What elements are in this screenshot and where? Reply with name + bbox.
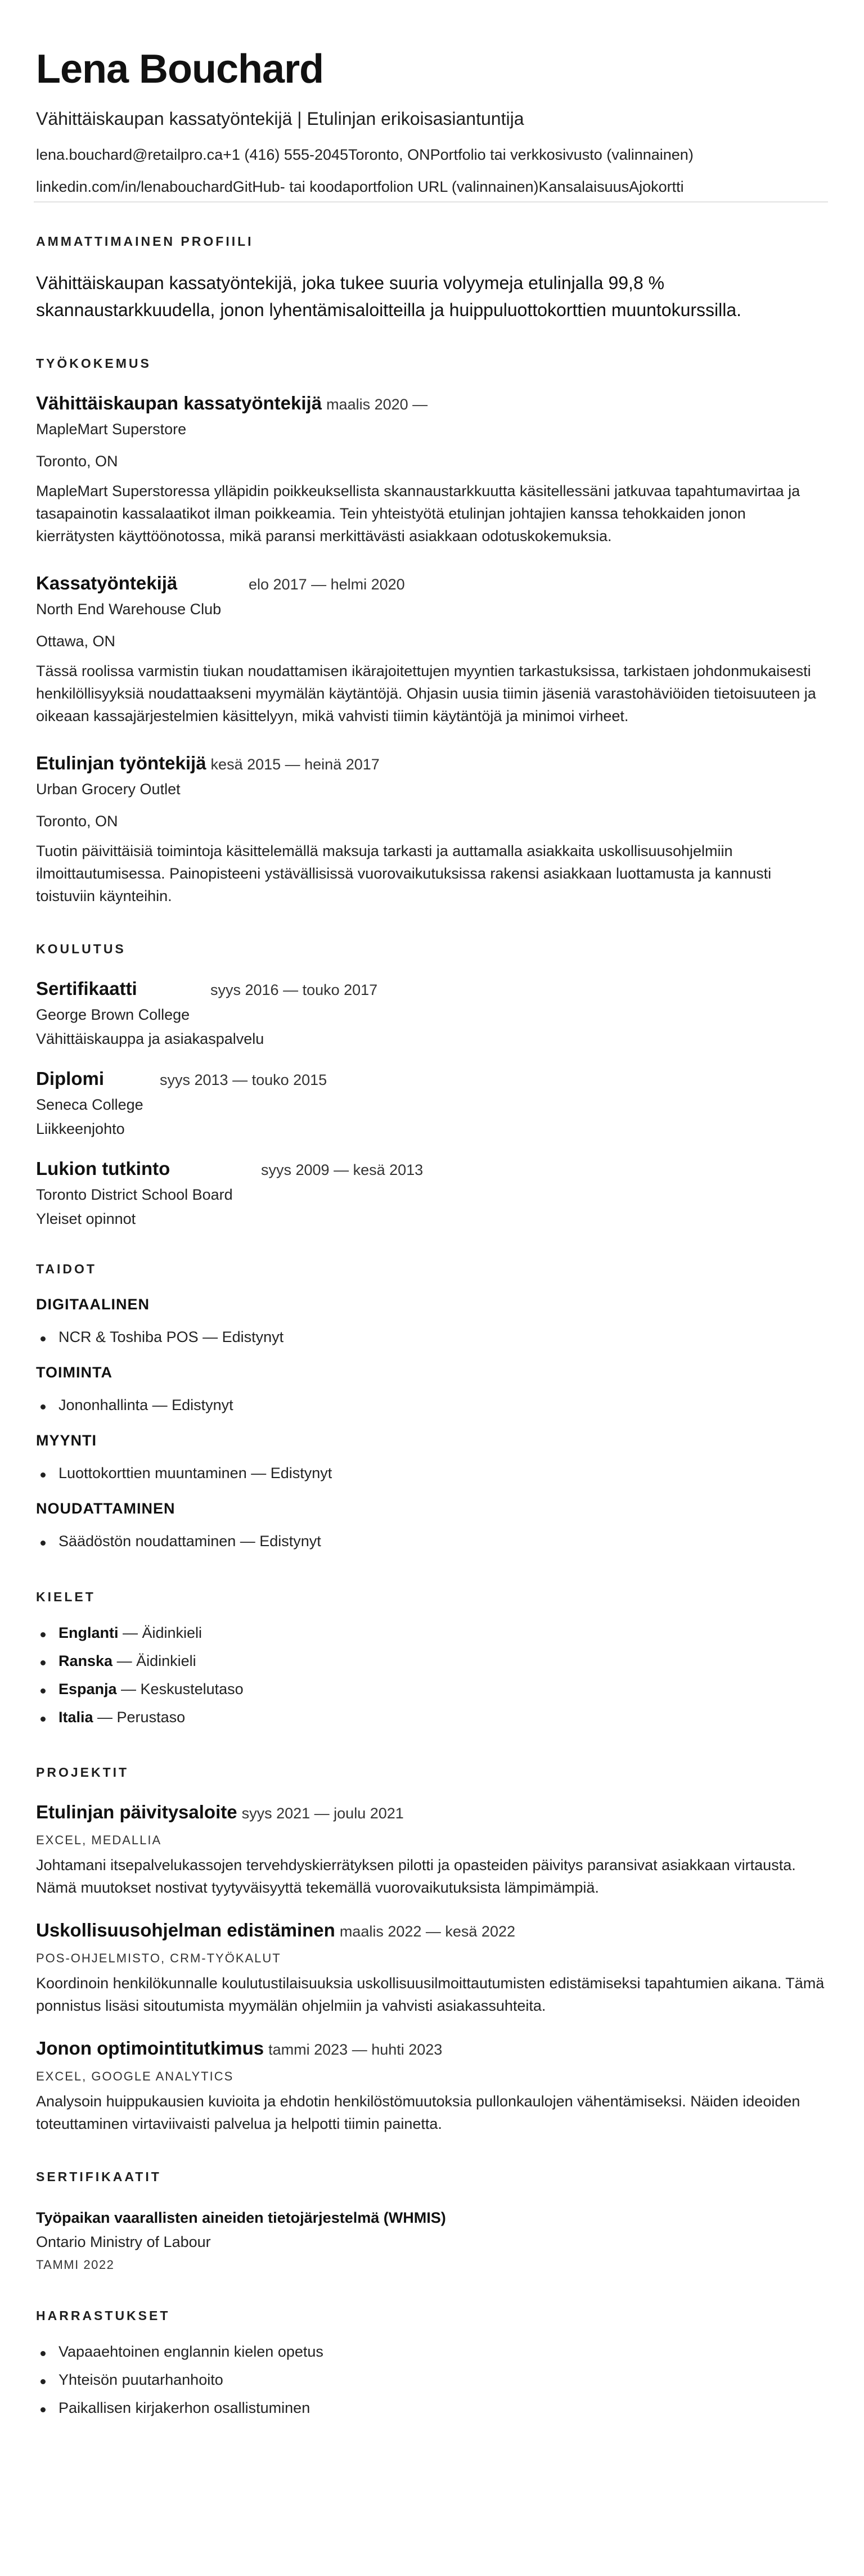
job-title: Vähittäiskaupan kassatyöntekijä [36, 393, 322, 414]
school-name: Toronto District School Board [36, 1186, 233, 1203]
experience-section [36, 356, 828, 908]
language-level: — Äidinkieli [112, 1652, 196, 1669]
job-title: Etulinjan työntekijä [36, 753, 206, 774]
job-location: Ottawa, ON [36, 633, 116, 650]
language-level: — Keskustelutaso [116, 1680, 244, 1697]
education-dates: syys 2016 — touko 2017 [210, 981, 378, 998]
language-item [36, 1619, 828, 1647]
job-company: Urban Grocery Outlet [36, 781, 181, 798]
project-name: Jonon optimointitutkimus [36, 2038, 264, 2059]
field-of-study: Yleiset opinnot [36, 1210, 136, 1227]
skill-group [36, 1432, 828, 1488]
project-name: Etulinjan päivitysaloite [36, 1802, 237, 1823]
section-title: KOULUTUS [36, 941, 126, 956]
project-description: Johtamani itsepalvelukassojen tervehdyskierrätyksen pilotti ja opasteiden päivitys paransivat asiakkaan virtausta. Nämä muutokset nostivat tyytyväisyyttä tekemällä vuorovaikutuksista lämpimämpiä. [36, 1857, 796, 1897]
education-entry [36, 1068, 828, 1138]
language-level: — Äidinkieli [118, 1624, 202, 1641]
interests-section [36, 2308, 828, 2422]
language-name: Espanja [58, 1680, 117, 1697]
section-title: TYÖKOKEMUS [36, 356, 151, 371]
interest-item: Paikallisen kirjakerhon osallistuminen [36, 2394, 828, 2422]
education-section [36, 942, 828, 1228]
project-entry [36, 1920, 828, 2017]
field-of-study: Vähittäiskauppa ja asiakaspalvelu [36, 1030, 264, 1047]
project-description: Koordinoin henkilökunnalle koulutustilaisuuksia uskollisuusilmoittautumisten edistämiseksi tapahtumien aikana. Tämä ponnistus lisäsi sitoutumista myymälän ohjelmiin ja vahvisti asiakassuhteita. [36, 1975, 825, 2015]
section-title: AMMATTIMAINEN PROFIILI [36, 234, 254, 249]
languages-section [36, 1589, 828, 1732]
degree-title: Lukion tutkinto [36, 1158, 170, 1179]
certification-date: TAMMI 2022 [36, 2258, 115, 2272]
field-of-study: Liikkeenjohto [36, 1120, 125, 1137]
project-name: Uskollisuusohjelman edistäminen [36, 1920, 335, 1941]
language-name: Ranska [58, 1652, 113, 1669]
contact-line-2: linkedin.com/in/lenabouchardGitHub- tai koodaportfolion URL (valinnainen)KansalaisuusAjokortti [36, 178, 684, 196]
profile-summary: Vähittäiskaupan kassatyöntekijä, joka tukee suuria volyymeja etulinjalla 99,8 % skannaustarkkuudella, jonon lyhentämisaloitteilla ja huippuluottokorttien muuntokurssilla. [36, 273, 742, 321]
job-company: MapleMart Superstore [36, 421, 187, 438]
education-entry [36, 1158, 828, 1228]
skill-category: MYYNTI [36, 1431, 97, 1449]
projects-section [36, 1765, 828, 2136]
header-divider [34, 201, 828, 202]
school-name: Seneca College [36, 1096, 143, 1113]
skill-category: NOUDATTAMINEN [36, 1499, 176, 1517]
job-dates: kesä 2015 — heinä 2017 [210, 756, 380, 773]
section-title: SERTIFIKAATIT [36, 2169, 161, 2185]
project-entry [36, 1802, 828, 1899]
experience-entry [36, 753, 828, 908]
candidate-name: Lena Bouchard [36, 47, 324, 92]
contact-line-1: lena.bouchard@retailpro.ca+1 (416) 555-2045Toronto, ONPortfolio tai verkkosivusto (valinnainen) [36, 146, 694, 164]
language-item [36, 1647, 828, 1676]
section-title: KIELET [36, 1589, 96, 1604]
skill-item: Luottokorttien muuntaminen — Edistynyt [36, 1460, 828, 1488]
project-dates: syys 2021 — joulu 2021 [241, 1805, 404, 1822]
job-company: North End Warehouse Club [36, 601, 222, 618]
project-tags: EXCEL, MEDALLIA [36, 1833, 162, 1848]
experience-entry [36, 573, 828, 728]
job-description: Tässä roolissa varmistin tiukan noudattamisen ikärajoitettujen myyntien tarkastuksissa, tarkistaen johdonmukaisesti henkilöllisyyksiä noudattaakseni myymälän käytäntöjä. Ohjasin uusia tiimin jäseniä varastohäviöiden tietoisuuteen ja oikeaan kassajärjestelmien käsittelyyn, mikä vahvisti tiimin käytäntöjä ja minimoi virheet. [36, 663, 816, 725]
certification-issuer: Ontario Ministry of Labour [36, 2233, 211, 2251]
language-level: — Perustaso [93, 1708, 186, 1726]
skills-section [36, 1262, 828, 1556]
degree-title: Diplomi [36, 1068, 104, 1089]
project-dates: maalis 2022 — kesä 2022 [339, 1923, 515, 1940]
job-location: Toronto, ON [36, 453, 118, 470]
interest-item: Vapaaehtoinen englannin kielen opetus [36, 2338, 828, 2366]
education-dates: syys 2013 — touko 2015 [160, 1071, 327, 1088]
job-description: Tuotin päivittäisiä toimintoja käsittelemällä maksuja tarkasti ja auttamalla asiakkaita uskollisuusohjelmiin ilmoittautumisessa. Painopisteeni ystävällisissä vuorovaikutuksissa rakensi asiakkaan luottamusta ja kannusti toistuviin käynteihin. [36, 843, 772, 904]
project-dates: tammi 2023 — huhti 2023 [268, 2041, 443, 2059]
skill-category: DIGITAALINEN [36, 1295, 150, 1313]
project-tags: EXCEL, GOOGLE ANALYTICS [36, 2069, 234, 2084]
section-title: PROJEKTIT [36, 1765, 129, 1780]
skill-group [36, 1296, 828, 1352]
project-description: Analysoin huippukausien kuvioita ja ehdotin henkilöstömuutoksia pullonkaulojen vähentämiseksi. Näiden ideoiden toteuttaminen virtaviivaisti palvelua ja helpotti tiimin painetta. [36, 2093, 800, 2133]
profile-section [36, 234, 828, 323]
skill-group [36, 1500, 828, 1556]
project-entry [36, 2038, 828, 2136]
candidate-headline: Vähittäiskaupan kassatyöntekijä | Etulinjan erikoisasiantuntija [36, 109, 524, 129]
skill-item: NCR & Toshiba POS — Edistynyt [36, 1323, 828, 1352]
certifications-section [36, 2169, 828, 2272]
degree-title: Sertifikaatti [36, 978, 137, 999]
skill-group [36, 1364, 828, 1420]
skill-item: Säädöstön noudattaminen — Edistynyt [36, 1528, 828, 1556]
language-item [36, 1676, 828, 1704]
section-title: TAIDOT [36, 1261, 97, 1276]
skill-item: Jononhallinta — Edistynyt [36, 1391, 828, 1420]
experience-entry [36, 393, 828, 548]
language-name: Italia [58, 1708, 93, 1726]
project-tags: POS-OHJELMISTO, CRM-TYÖKALUT [36, 1951, 281, 1966]
skill-category: TOIMINTA [36, 1363, 112, 1381]
language-item [36, 1704, 828, 1732]
job-title: Kassatyöntekijä [36, 573, 178, 594]
education-dates: syys 2009 — kesä 2013 [261, 1161, 424, 1178]
education-entry [36, 978, 828, 1048]
language-name: Englanti [58, 1624, 119, 1641]
school-name: George Brown College [36, 1006, 190, 1023]
certification-name: Työpaikan vaarallisten aineiden tietojärjestelmä (WHMIS) [36, 2209, 446, 2227]
job-dates: maalis 2020 — [326, 396, 428, 413]
job-description: MapleMart Superstoressa ylläpidin poikkeuksellista skannaustarkkuutta käsitellessäni jatkuvaa tapahtumavirtaa ja tasapainotin kassalaatikot ilman poikkeamia. Tein yhteistyötä etulinjan johtajien kanssa tehokkaiden jonon kierrätysten käyttöönotossa, mikä paransi merkittävästi asiakkaan odotuskokemuksia. [36, 483, 800, 545]
interest-item: Yhteisön puutarhanhoito [36, 2366, 828, 2394]
section-title: HARRASTUKSET [36, 2308, 170, 2323]
job-location: Toronto, ON [36, 813, 118, 830]
job-dates: elo 2017 — helmi 2020 [249, 576, 405, 593]
resume-header [36, 47, 828, 202]
